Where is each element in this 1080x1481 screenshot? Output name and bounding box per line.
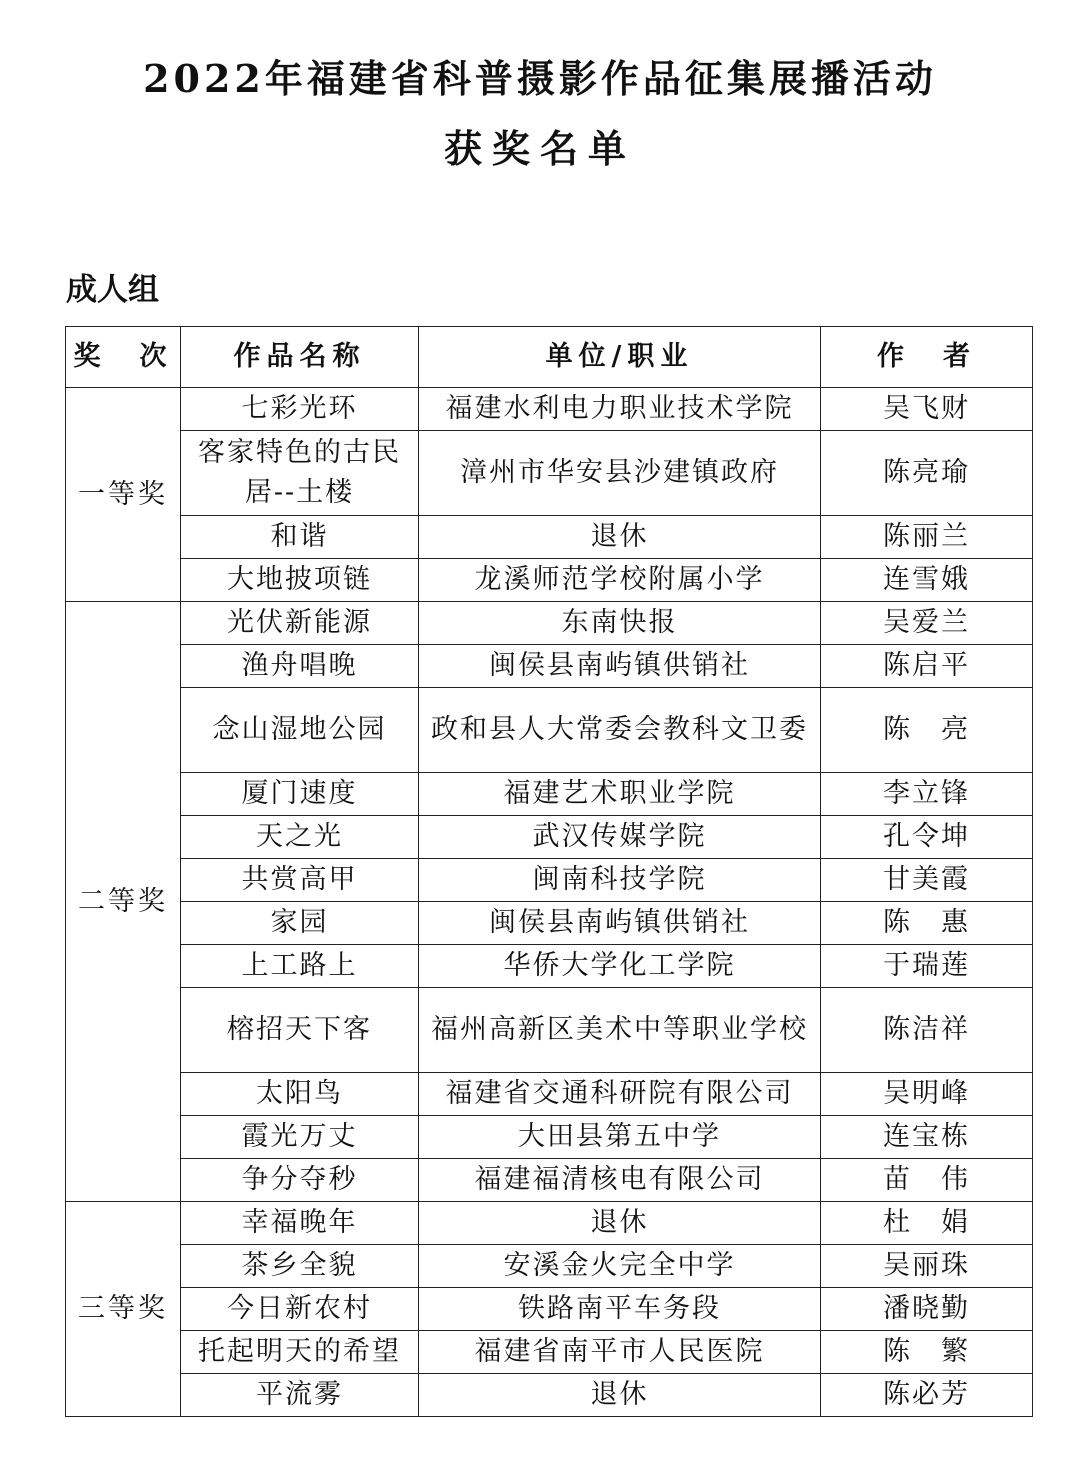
table-row [66,1073,1033,1116]
author-cell: 连宝栋 [821,1116,1033,1159]
unit-cell: 福建艺术职业学院 [419,773,821,816]
author-cell: 陈启平 [821,645,1033,688]
category-first: 一等奖 [66,388,181,602]
table-row [66,645,1033,688]
work-title: 共赏高甲 [181,859,419,902]
work-title: 渔舟唱晚 [181,645,419,688]
work-title: 幸福晚年 [181,1202,419,1245]
unit-cell: 东南快报 [419,602,821,645]
author-cell: 陈 繁 [821,1331,1033,1374]
author-cell: 杜 娟 [821,1202,1033,1245]
work-title: 上工路上 [181,945,419,988]
unit-cell: 退休 [419,516,821,559]
author-cell: 潘晓勤 [821,1288,1033,1331]
table-row [66,1331,1033,1374]
table-row [66,388,1033,431]
unit-cell: 闽南科技学院 [419,859,821,902]
author-cell: 孔令坤 [821,816,1033,859]
work-title: 念山湿地公园 [181,688,419,773]
unit-cell: 漳州市华安县沙建镇政府 [419,431,821,516]
author-cell: 连雪娥 [821,559,1033,602]
table-row [66,688,1033,773]
work-title: 光伏新能源 [181,602,419,645]
document-subtitle: 获奖名单 [443,126,636,171]
table-row [66,1245,1033,1288]
work-title: 茶乡全貌 [181,1245,419,1288]
unit-cell: 安溪金火完全中学 [419,1245,821,1288]
work-title: 大地披项链 [181,559,419,602]
author-cell: 陈亮瑜 [821,431,1033,516]
unit-cell: 福州高新区美术中等职业学校 [419,988,821,1073]
author-cell: 吴爱兰 [821,602,1033,645]
table-row [66,1202,1033,1245]
unit-cell: 退休 [419,1374,821,1417]
work-title: 太阳鸟 [181,1073,419,1116]
header-author: 作 者 [821,327,1033,388]
author-cell: 陈丽兰 [821,516,1033,559]
work-title: 霞光万丈 [181,1116,419,1159]
work-title: 家园 [181,902,419,945]
table-row [66,1116,1033,1159]
author-cell: 陈 惠 [821,902,1033,945]
author-cell: 吴飞财 [821,388,1033,431]
work-title: 今日新农村 [181,1288,419,1331]
unit-cell: 华侨大学化工学院 [419,945,821,988]
author-cell: 苗 伟 [821,1159,1033,1202]
header-work: 作品名称 [181,327,419,388]
unit-cell: 闽侯县南屿镇供销社 [419,645,821,688]
unit-cell: 退休 [419,1202,821,1245]
table-row [66,431,1033,516]
table-row [66,559,1033,602]
author-cell: 吴丽珠 [821,1245,1033,1288]
author-cell: 陈洁祥 [821,988,1033,1073]
table-row [66,859,1033,902]
author-cell: 吴明峰 [821,1073,1033,1116]
table-row [66,816,1033,859]
unit-cell: 福建福清核电有限公司 [419,1159,821,1202]
work-title: 厦门速度 [181,773,419,816]
table-row [66,773,1033,816]
author-cell: 于瑞莲 [821,945,1033,988]
work-title: 七彩光环 [181,388,419,431]
author-cell: 李立锋 [821,773,1033,816]
unit-cell: 武汉传媒学院 [419,816,821,859]
unit-cell: 龙溪师范学校附属小学 [419,559,821,602]
table-row [66,1159,1033,1202]
author-cell: 陈必芳 [821,1374,1033,1417]
category-second: 二等奖 [66,602,181,1202]
work-title: 和谐 [181,516,419,559]
table-header-row [66,327,1033,388]
unit-cell: 福建省交通科研院有限公司 [419,1073,821,1116]
unit-cell: 福建水利电力职业技术学院 [419,388,821,431]
unit-cell: 福建省南平市人民医院 [419,1331,821,1374]
author-cell: 陈 亮 [821,688,1033,773]
group-label: 成人组 [66,272,159,308]
table-row [66,945,1033,988]
work-title: 平流雾 [181,1374,419,1417]
table-row [66,602,1033,645]
header-unit: 单位/职业 [419,327,821,388]
table-row [66,1288,1033,1331]
work-title: 托起明天的希望 [181,1331,419,1374]
table-row [66,516,1033,559]
work-title: 争分夺秒 [181,1159,419,1202]
unit-cell: 闽侯县南屿镇供销社 [419,902,821,945]
unit-cell: 政和县人大常委会教科文卫委 [419,688,821,773]
unit-cell: 铁路南平车务段 [419,1288,821,1331]
work-title: 榕招天下客 [181,988,419,1073]
unit-cell: 大田县第五中学 [419,1116,821,1159]
awards-table [65,326,1033,1417]
work-title: 天之光 [181,816,419,859]
work-title: 客家特色的古民居--土楼 [181,431,419,516]
table-row [66,902,1033,945]
table-row [66,988,1033,1073]
header-rank: 奖 次 [66,327,181,388]
author-cell: 甘美霞 [821,859,1033,902]
document-title: 2022年福建省科普摄影作品征集展播活动 [143,56,937,101]
table-row [66,1374,1033,1417]
category-third: 三等奖 [66,1202,181,1417]
